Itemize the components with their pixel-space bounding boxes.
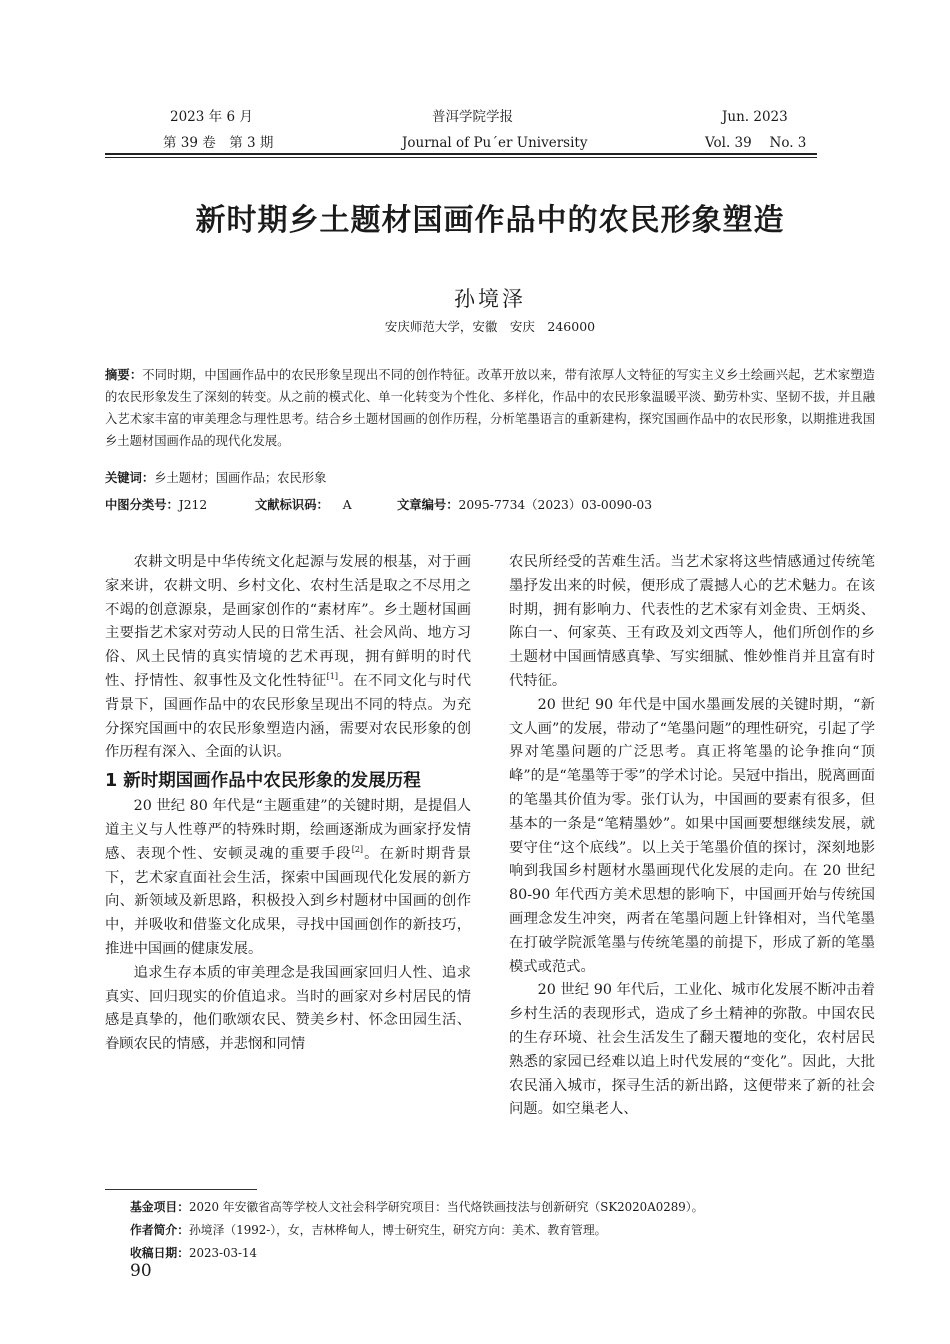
body-paragraph: 追求生存本质的审美理念是我国画家回归人性、追求真实、回归现实的价值追求。当时的画家对乡村居民的情感是真挚的，他们歌颂农民、赞美乡村、怀念田园生活、眷顾农民的情感，并悲悯和同情	[105, 964, 471, 1053]
clc-label: 中图分类号：	[105, 498, 179, 512]
header-rule-thin	[105, 157, 817, 158]
article-number-value: 2095-7734（2023）03-0090-03	[458, 498, 653, 512]
body-paragraph	[105, 551, 471, 765]
bio-text: 孙境泽（1992-），女，吉林桦甸人，博士研究生，研究方向：美术、教育管理。	[189, 1223, 607, 1237]
body-text: 20 世纪 80 年代是“主题重建”的关键时期，是提倡人道主义与人性尊严的特殊时期，绘画逐渐成为画家抒发情感、表现个性、安顿灵魂的重要手段	[105, 798, 471, 862]
doc-value: A	[342, 498, 352, 512]
body-paragraph: 20 世纪 90 年代后，工业化、城市化发展不断冲击着乡村生活的表现形式，造成了乡土精神的弥散。中国农民的生存环境、社会生活发生了翻天覆地的变化，农村居民熟悉的家园已经难以追上时代发展的“变化”。因此，大批农民涌入城市，探寻生活的新出路，这便带来了新的社会问题。如空巢老人、	[509, 982, 875, 1118]
body-text: 。在不同文化与时代背景下，国画作品中的农民形象呈现出不同的特点。为充分探究国画中的农民形象塑造内涵，需要对农民形象的创作历程有深入、全面的认识。	[105, 672, 472, 761]
citation-ref[interactable]: [1]	[326, 672, 339, 682]
article-number-label: 文章编号：	[397, 498, 459, 512]
section-heading: 1 新时期国画作品中农民形象的发展历程	[105, 771, 421, 792]
clc-value: J212	[178, 498, 208, 512]
body-paragraph	[105, 795, 471, 962]
article-number	[397, 494, 652, 516]
keywords-label: 关键词：	[105, 471, 155, 485]
keywords	[105, 467, 875, 489]
article-title: 新时期乡土题材国画作品中的农民形象塑造	[195, 203, 785, 238]
header-volume-en: Vol. 39 No. 3	[705, 135, 807, 151]
bio-label: 作者简介：	[130, 1223, 189, 1237]
header-journal-en: Journal of Pu´er University	[402, 135, 588, 151]
header-volume-cn: 第 39 卷 第 3 期	[163, 135, 274, 151]
body-column-right	[509, 551, 875, 1122]
body-paragraph: 农民所经受的苦难生活。当艺术家将这些情感通过传统笔墨抒发出来的时候，便形成了震撼人心的艺术魅力。在该时期，拥有影响力、代表性的艺术家有刘金贵、王炳炎、陈白一、何家英、王有政及刘文西等人，他们所创作的乡土题材中国画情感真挚、写实细腻、惟妙惟肖并且富有时代特征。	[509, 554, 875, 689]
header-rule-thick	[105, 153, 817, 155]
header-journal-cn: 普洱学院学报	[432, 109, 513, 125]
clc-number	[105, 494, 207, 516]
doc-label: 文献标识码：	[255, 498, 329, 512]
abstract-text: 不同时期，中国画作品中的农民形象呈现出不同的创作特征。改革开放以来，带有浓厚人文特征的写实主义乡土绘画兴起，艺术家塑造的农民形象发生了深刻的转变。从之前的模式化、单一化转变为个性化、多样化，作品中的农民形象温暖平淡、勤劳朴实、坚韧不拔，并且融入艺术家丰富的审美理念与理性思考。结合乡土题材国画的创作历程，分析笔墨语言的重新建构，探究国画作品中的农民形象，以期推进我国乡土题材国画作品的现代化发展。	[105, 368, 875, 448]
abstract-label: 摘要：	[105, 368, 143, 382]
citation-ref[interactable]: [2]	[351, 845, 364, 854]
footnote-fund	[130, 1197, 875, 1218]
article-author: 孙境泽	[454, 287, 526, 311]
footnote-received	[130, 1243, 875, 1264]
body-paragraph: 20 世纪 90 年代是中国水墨画发展的关键时期，“新文人画”的发展，带动了“笔墨问题”的理性研究，引起了学界对笔墨问题的广泛思考。真正将笔墨的论争推向“顶峰”的是“笔墨等于零”的学术讨论。吴冠中指出，脱离画面的笔墨其价值为零。张仃认为，中国画的要素有很多，但基本的一条是“笔精墨妙”。如果中国画要想继续发展，就要守住“这个底线”。以上关于笔墨价值的探讨，深刻地影响到我国乡村题材水墨画现代化发展的走向。在 20 世纪 80-90 年代西方美术思想的影响下，中国画开始与传统国画理念发生冲突，两者在笔墨问题上针锋相对，当代笔墨在打破学院派笔墨与传统笔墨的前提下，形成了新的笔墨模式或范式。	[509, 696, 875, 975]
keywords-text: 乡土题材；国画作品；农民形象	[154, 471, 327, 485]
body-text: 。在新时期背景下，艺术家直面社会生活，探索中国画现代化发展的新方向、新领域及新思路，积极投入到乡村题材中国画的创作中，并吸收和借鉴文化成果，寻找中国画创作的新技巧，推进中国画的健康发展。	[105, 845, 472, 957]
footnote-rule	[105, 1189, 257, 1190]
body-text: 农耕文明是中华传统文化起源与发展的根基，对于画家来讲，农耕文明、乡村文化、农村生活是取之不尽用之不竭的创意源泉，是画家创作的“素材库”。乡土题材国画主要指艺术家对劳动人民的日常生活、社会风尚、地方习俗、风土民情的真实情境的艺术再现，拥有鲜明的时代性、抒情性、叙事性及文化性特征	[105, 554, 471, 689]
fund-text: 2020 年安徽省高等学校人文社会科学研究项目：当代烙铁画技法与创新研究（SK2020A0289）。	[189, 1200, 704, 1214]
received-date: 2023-03-14	[189, 1246, 258, 1260]
header-date-cn: 2023 年 6 月	[170, 109, 253, 125]
fund-label: 基金项目：	[130, 1200, 189, 1214]
page-number: 90	[130, 1261, 152, 1281]
header-date-en: Jun. 2023	[722, 109, 788, 125]
doc-code	[255, 494, 352, 516]
body-column-left	[105, 551, 471, 1057]
abstract	[105, 364, 875, 452]
author-affiliation: 安庆师范大学，安徽 安庆 246000	[384, 319, 596, 334]
received-label: 收稿日期：	[130, 1246, 189, 1260]
footnote-bio	[130, 1220, 875, 1241]
